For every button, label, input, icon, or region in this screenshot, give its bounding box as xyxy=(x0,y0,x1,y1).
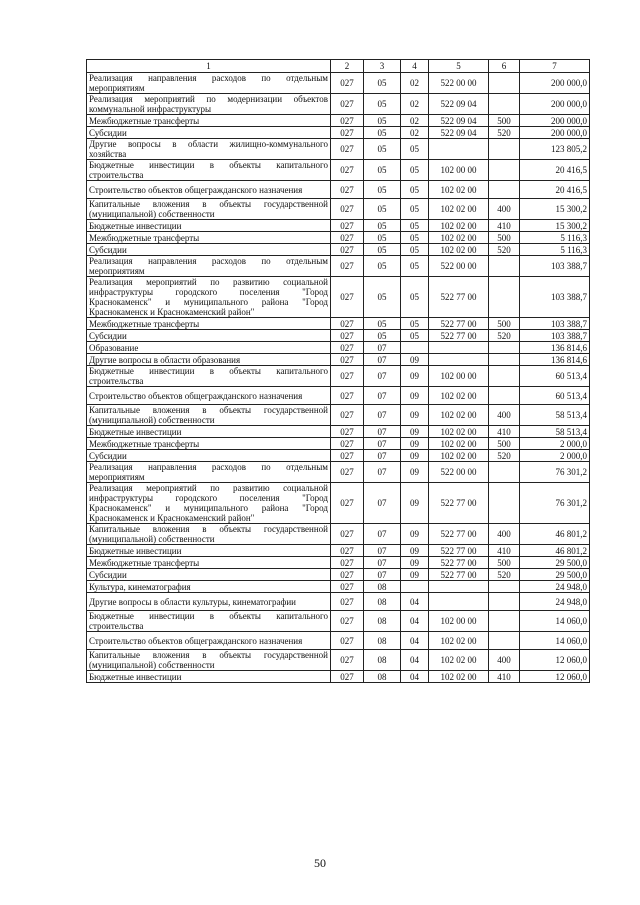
target-item-cell: 522 77 00 xyxy=(429,483,489,524)
target-item-cell: 102 02 00 xyxy=(429,199,489,220)
row-name-cell: Другие вопросы в области образования xyxy=(87,354,331,366)
admin-code-cell: 027 xyxy=(331,73,364,94)
table-row xyxy=(87,593,590,611)
expense-type-cell: 410 xyxy=(489,671,520,683)
expense-type-cell: 410 xyxy=(489,426,520,438)
amount-cell: 103 388,7 xyxy=(520,330,590,342)
admin-code-cell: 027 xyxy=(331,483,364,524)
expense-type-cell xyxy=(489,387,520,405)
admin-code-cell: 027 xyxy=(331,354,364,366)
section-cell: 05 xyxy=(364,73,401,94)
subsection-cell: 09 xyxy=(401,354,429,366)
amount-cell: 29 500,0 xyxy=(520,557,590,569)
amount-cell: 103 388,7 xyxy=(520,318,590,330)
amount-cell: 15 300,2 xyxy=(520,199,590,220)
subsection-cell: 09 xyxy=(401,545,429,557)
section-cell: 07 xyxy=(364,462,401,483)
table-body xyxy=(87,73,590,683)
section-cell: 08 xyxy=(364,650,401,671)
section-cell: 07 xyxy=(364,342,401,354)
amount-cell: 136 814,6 xyxy=(520,354,590,366)
subsection-cell: 02 xyxy=(401,73,429,94)
amount-cell: 12 060,0 xyxy=(520,671,590,683)
table-row xyxy=(87,366,590,387)
amount-cell: 2 000,0 xyxy=(520,450,590,462)
section-cell: 07 xyxy=(364,557,401,569)
subsection-cell: 09 xyxy=(401,557,429,569)
target-item-cell: 102 00 00 xyxy=(429,611,489,632)
row-name-cell: Субсидии xyxy=(87,450,331,462)
admin-code-cell: 027 xyxy=(331,545,364,557)
amount-cell: 24 948,0 xyxy=(520,581,590,593)
table-row xyxy=(87,139,590,160)
subsection-cell: 09 xyxy=(401,366,429,387)
admin-code-cell: 027 xyxy=(331,181,364,199)
target-item-cell: 522 77 00 xyxy=(429,318,489,330)
table-row xyxy=(87,438,590,450)
admin-code-cell: 027 xyxy=(331,438,364,450)
section-cell: 07 xyxy=(364,524,401,545)
section-cell: 05 xyxy=(364,232,401,244)
amount-cell: 58 513,4 xyxy=(520,426,590,438)
amount-cell: 14 060,0 xyxy=(520,632,590,650)
subsection-cell: 02 xyxy=(401,115,429,127)
target-item-cell: 102 00 00 xyxy=(429,160,489,181)
target-item-cell: 102 02 00 xyxy=(429,450,489,462)
section-cell: 07 xyxy=(364,545,401,557)
table-row xyxy=(87,462,590,483)
section-cell: 05 xyxy=(364,115,401,127)
admin-code-cell: 027 xyxy=(331,593,364,611)
row-name-cell: Реализация направления расходов по отдельным мероприятиям xyxy=(87,73,331,94)
target-item-cell: 522 00 00 xyxy=(429,462,489,483)
section-cell: 05 xyxy=(364,277,401,318)
expense-type-cell xyxy=(489,139,520,160)
target-item-cell: 102 02 00 xyxy=(429,671,489,683)
amount-cell: 123 805,2 xyxy=(520,139,590,160)
column-header-5: 5 xyxy=(429,60,489,73)
row-name-cell: Бюджетные инвестиции xyxy=(87,220,331,232)
expense-type-cell: 500 xyxy=(489,232,520,244)
amount-cell: 76 301,2 xyxy=(520,483,590,524)
row-name-cell: Межбюджетные трансферты xyxy=(87,318,331,330)
table-row xyxy=(87,557,590,569)
row-name-cell: Межбюджетные трансферты xyxy=(87,115,331,127)
row-name-cell: Культура, кинематография xyxy=(87,581,331,593)
budget-table xyxy=(86,59,590,683)
column-header-4: 4 xyxy=(401,60,429,73)
expense-type-cell: 520 xyxy=(489,127,520,139)
section-cell: 07 xyxy=(364,483,401,524)
target-item-cell: 102 00 00 xyxy=(429,366,489,387)
subsection-cell: 09 xyxy=(401,483,429,524)
expense-type-cell xyxy=(489,256,520,277)
expense-type-cell xyxy=(489,581,520,593)
table-row xyxy=(87,318,590,330)
target-item-cell: 102 02 00 xyxy=(429,232,489,244)
table-row xyxy=(87,354,590,366)
admin-code-cell: 027 xyxy=(331,611,364,632)
amount-cell: 200 000,0 xyxy=(520,94,590,115)
amount-cell: 5 116,3 xyxy=(520,232,590,244)
expense-type-cell: 410 xyxy=(489,545,520,557)
target-item-cell: 522 09 04 xyxy=(429,94,489,115)
row-name-cell: Реализация мероприятий по развитию социальной инфраструктуры городского поселения "Город Краснокаменск" и муниципального района "Город Краснокаменск и Краснокаменский район" xyxy=(87,277,331,318)
section-cell: 07 xyxy=(364,450,401,462)
expense-type-cell xyxy=(489,593,520,611)
target-item-cell: 102 02 00 xyxy=(429,220,489,232)
section-cell: 05 xyxy=(364,127,401,139)
subsection-cell: 05 xyxy=(401,139,429,160)
section-cell: 07 xyxy=(364,354,401,366)
amount-cell: 58 513,4 xyxy=(520,405,590,426)
section-cell: 05 xyxy=(364,160,401,181)
section-cell: 08 xyxy=(364,611,401,632)
row-name-cell: Бюджетные инвестиции xyxy=(87,671,331,683)
row-name-cell: Бюджетные инвестиции в объекты капитального строительства xyxy=(87,611,331,632)
section-cell: 05 xyxy=(364,139,401,160)
row-name-cell: Бюджетные инвестиции xyxy=(87,545,331,557)
target-item-cell xyxy=(429,139,489,160)
section-cell: 05 xyxy=(364,318,401,330)
table-row xyxy=(87,545,590,557)
row-name-cell: Капитальные вложения в объекты государственной (муниципальной) собственности xyxy=(87,199,331,220)
amount-cell: 14 060,0 xyxy=(520,611,590,632)
section-cell: 07 xyxy=(364,366,401,387)
subsection-cell: 04 xyxy=(401,650,429,671)
subsection-cell: 09 xyxy=(401,524,429,545)
section-cell: 07 xyxy=(364,426,401,438)
target-item-cell: 522 77 00 xyxy=(429,557,489,569)
row-name-cell: Бюджетные инвестиции xyxy=(87,426,331,438)
table-row xyxy=(87,524,590,545)
expense-type-cell xyxy=(489,73,520,94)
amount-cell: 46 801,2 xyxy=(520,524,590,545)
row-name-cell: Субсидии xyxy=(87,244,331,256)
row-name-cell: Межбюджетные трансферты xyxy=(87,232,331,244)
admin-code-cell: 027 xyxy=(331,632,364,650)
admin-code-cell: 027 xyxy=(331,462,364,483)
row-name-cell: Строительство объектов общегражданского назначения xyxy=(87,632,331,650)
target-item-cell xyxy=(429,593,489,611)
column-header-6: 6 xyxy=(489,60,520,73)
table-row xyxy=(87,581,590,593)
column-number-row xyxy=(87,60,590,73)
target-item-cell: 522 77 00 xyxy=(429,545,489,557)
target-item-cell: 102 02 00 xyxy=(429,244,489,256)
table-row xyxy=(87,632,590,650)
section-cell: 05 xyxy=(364,330,401,342)
table-row xyxy=(87,450,590,462)
section-cell: 07 xyxy=(364,387,401,405)
amount-cell: 2 000,0 xyxy=(520,438,590,450)
row-name-cell: Межбюджетные трансферты xyxy=(87,438,331,450)
admin-code-cell: 027 xyxy=(331,524,364,545)
section-cell: 05 xyxy=(364,94,401,115)
row-name-cell: Строительство объектов общегражданского назначения xyxy=(87,181,331,199)
expense-type-cell: 400 xyxy=(489,524,520,545)
expense-type-cell: 400 xyxy=(489,405,520,426)
page-number: 50 xyxy=(314,856,326,870)
table-row xyxy=(87,342,590,354)
table-row xyxy=(87,232,590,244)
admin-code-cell: 027 xyxy=(331,650,364,671)
expense-type-cell xyxy=(489,94,520,115)
subsection-cell: 09 xyxy=(401,462,429,483)
row-name-cell: Реализация мероприятий по модернизации объектов коммунальной инфраструктуры xyxy=(87,94,331,115)
row-name-cell: Субсидии xyxy=(87,569,331,581)
section-cell: 05 xyxy=(364,199,401,220)
subsection-cell: 05 xyxy=(401,277,429,318)
subsection-cell xyxy=(401,342,429,354)
target-item-cell xyxy=(429,354,489,366)
expense-type-cell xyxy=(489,462,520,483)
expense-type-cell: 520 xyxy=(489,569,520,581)
expense-type-cell: 520 xyxy=(489,330,520,342)
row-name-cell: Строительство объектов общегражданского назначения xyxy=(87,387,331,405)
row-name-cell: Межбюджетные трансферты xyxy=(87,557,331,569)
expense-type-cell xyxy=(489,277,520,318)
section-cell: 08 xyxy=(364,581,401,593)
table-row xyxy=(87,127,590,139)
amount-cell: 136 814,6 xyxy=(520,342,590,354)
admin-code-cell: 027 xyxy=(331,244,364,256)
amount-cell: 24 948,0 xyxy=(520,593,590,611)
expense-type-cell: 520 xyxy=(489,450,520,462)
row-name-cell: Бюджетные инвестиции в объекты капитального строительства xyxy=(87,366,331,387)
expense-type-cell xyxy=(489,342,520,354)
target-item-cell xyxy=(429,342,489,354)
subsection-cell: 04 xyxy=(401,632,429,650)
admin-code-cell: 027 xyxy=(331,277,364,318)
row-name-cell: Капитальные вложения в объекты государственной (муниципальной) собственности xyxy=(87,524,331,545)
section-cell: 05 xyxy=(364,244,401,256)
expense-type-cell: 400 xyxy=(489,650,520,671)
target-item-cell: 102 02 00 xyxy=(429,405,489,426)
admin-code-cell: 027 xyxy=(331,450,364,462)
table-row xyxy=(87,671,590,683)
admin-code-cell: 027 xyxy=(331,256,364,277)
expense-type-cell xyxy=(489,160,520,181)
row-name-cell: Капитальные вложения в объекты государственной (муниципальной) собственности xyxy=(87,405,331,426)
target-item-cell: 522 00 00 xyxy=(429,73,489,94)
admin-code-cell: 027 xyxy=(331,581,364,593)
table-row xyxy=(87,73,590,94)
table-row xyxy=(87,256,590,277)
admin-code-cell: 027 xyxy=(331,199,364,220)
table-row xyxy=(87,199,590,220)
table-row xyxy=(87,426,590,438)
admin-code-cell: 027 xyxy=(331,557,364,569)
admin-code-cell: 027 xyxy=(331,342,364,354)
row-name-cell: Образование xyxy=(87,342,331,354)
row-name-cell: Реализация направления расходов по отдельным мероприятиям xyxy=(87,462,331,483)
target-item-cell: 522 09 04 xyxy=(429,127,489,139)
expense-type-cell: 500 xyxy=(489,557,520,569)
subsection-cell: 05 xyxy=(401,199,429,220)
expense-type-cell xyxy=(489,632,520,650)
admin-code-cell: 027 xyxy=(331,115,364,127)
subsection-cell: 04 xyxy=(401,671,429,683)
table-row xyxy=(87,94,590,115)
target-item-cell: 102 02 00 xyxy=(429,632,489,650)
section-cell: 08 xyxy=(364,632,401,650)
table-row xyxy=(87,181,590,199)
target-item-cell: 522 77 00 xyxy=(429,277,489,318)
subsection-cell: 02 xyxy=(401,127,429,139)
expense-type-cell xyxy=(489,483,520,524)
admin-code-cell: 027 xyxy=(331,318,364,330)
section-cell: 07 xyxy=(364,405,401,426)
subsection-cell: 05 xyxy=(401,244,429,256)
table-row xyxy=(87,650,590,671)
admin-code-cell: 027 xyxy=(331,127,364,139)
admin-code-cell: 027 xyxy=(331,366,364,387)
expense-type-cell: 410 xyxy=(489,220,520,232)
table-row xyxy=(87,160,590,181)
admin-code-cell: 027 xyxy=(331,139,364,160)
table-row xyxy=(87,330,590,342)
amount-cell: 15 300,2 xyxy=(520,220,590,232)
table-row xyxy=(87,115,590,127)
admin-code-cell: 027 xyxy=(331,160,364,181)
subsection-cell: 09 xyxy=(401,438,429,450)
subsection-cell: 04 xyxy=(401,593,429,611)
subsection-cell: 05 xyxy=(401,256,429,277)
subsection-cell: 09 xyxy=(401,405,429,426)
subsection-cell: 05 xyxy=(401,220,429,232)
column-header-3: 3 xyxy=(364,60,401,73)
table-row xyxy=(87,387,590,405)
section-cell: 05 xyxy=(364,220,401,232)
amount-cell: 5 116,3 xyxy=(520,244,590,256)
section-cell: 08 xyxy=(364,671,401,683)
table-row xyxy=(87,244,590,256)
table-row xyxy=(87,277,590,318)
subsection-cell xyxy=(401,581,429,593)
amount-cell: 29 500,0 xyxy=(520,569,590,581)
table-row xyxy=(87,483,590,524)
target-item-cell: 522 77 00 xyxy=(429,524,489,545)
target-item-cell: 102 02 00 xyxy=(429,181,489,199)
target-item-cell: 102 02 00 xyxy=(429,650,489,671)
column-header-7: 7 xyxy=(520,60,590,73)
admin-code-cell: 027 xyxy=(331,220,364,232)
expense-type-cell: 400 xyxy=(489,199,520,220)
admin-code-cell: 027 xyxy=(331,330,364,342)
admin-code-cell: 027 xyxy=(331,569,364,581)
amount-cell: 60 513,4 xyxy=(520,366,590,387)
target-item-cell: 102 02 00 xyxy=(429,426,489,438)
subsection-cell: 05 xyxy=(401,330,429,342)
subsection-cell: 05 xyxy=(401,160,429,181)
amount-cell: 20 416,5 xyxy=(520,181,590,199)
section-cell: 07 xyxy=(364,569,401,581)
subsection-cell: 04 xyxy=(401,611,429,632)
section-cell: 07 xyxy=(364,438,401,450)
amount-cell: 46 801,2 xyxy=(520,545,590,557)
target-item-cell: 522 77 00 xyxy=(429,569,489,581)
subsection-cell: 09 xyxy=(401,569,429,581)
section-cell: 05 xyxy=(364,256,401,277)
subsection-cell: 09 xyxy=(401,450,429,462)
subsection-cell: 09 xyxy=(401,387,429,405)
admin-code-cell: 027 xyxy=(331,232,364,244)
row-name-cell: Субсидии xyxy=(87,330,331,342)
table-row xyxy=(87,611,590,632)
amount-cell: 60 513,4 xyxy=(520,387,590,405)
expense-type-cell xyxy=(489,181,520,199)
target-item-cell: 522 77 00 xyxy=(429,330,489,342)
expense-type-cell: 500 xyxy=(489,115,520,127)
subsection-cell: 05 xyxy=(401,232,429,244)
target-item-cell xyxy=(429,581,489,593)
section-cell: 08 xyxy=(364,593,401,611)
section-cell: 05 xyxy=(364,181,401,199)
target-item-cell: 102 02 00 xyxy=(429,438,489,450)
column-header-2: 2 xyxy=(331,60,364,73)
target-item-cell: 102 02 00 xyxy=(429,387,489,405)
subsection-cell: 02 xyxy=(401,94,429,115)
row-name-cell: Бюджетные инвестиции в объекты капитального строительства xyxy=(87,160,331,181)
table-row xyxy=(87,569,590,581)
expense-type-cell xyxy=(489,611,520,632)
admin-code-cell: 027 xyxy=(331,405,364,426)
admin-code-cell: 027 xyxy=(331,387,364,405)
row-name-cell: Другие вопросы в области жилищно-коммунального хозяйства xyxy=(87,139,331,160)
amount-cell: 20 416,5 xyxy=(520,160,590,181)
row-name-cell: Реализация мероприятий по развитию социальной инфраструктуры городского поселения "Город Краснокаменск" и муниципального района "Город Краснокаменск и Краснокаменский район" xyxy=(87,483,331,524)
expense-type-cell: 500 xyxy=(489,318,520,330)
amount-cell: 200 000,0 xyxy=(520,115,590,127)
amount-cell: 103 388,7 xyxy=(520,256,590,277)
target-item-cell: 522 09 04 xyxy=(429,115,489,127)
row-name-cell: Другие вопросы в области культуры, кинематографии xyxy=(87,593,331,611)
subsection-cell: 05 xyxy=(401,181,429,199)
admin-code-cell: 027 xyxy=(331,94,364,115)
table-row xyxy=(87,220,590,232)
expense-type-cell xyxy=(489,354,520,366)
subsection-cell: 05 xyxy=(401,318,429,330)
amount-cell: 12 060,0 xyxy=(520,650,590,671)
column-header-1: 1 xyxy=(87,60,331,73)
target-item-cell: 522 00 00 xyxy=(429,256,489,277)
row-name-cell: Реализация направления расходов по отдельным мероприятиям xyxy=(87,256,331,277)
expense-type-cell xyxy=(489,366,520,387)
expense-type-cell: 520 xyxy=(489,244,520,256)
admin-code-cell: 027 xyxy=(331,671,364,683)
row-name-cell: Капитальные вложения в объекты государственной (муниципальной) собственности xyxy=(87,650,331,671)
amount-cell: 200 000,0 xyxy=(520,127,590,139)
row-name-cell: Субсидии xyxy=(87,127,331,139)
amount-cell: 200 000,0 xyxy=(520,73,590,94)
table-row xyxy=(87,405,590,426)
amount-cell: 76 301,2 xyxy=(520,462,590,483)
amount-cell: 103 388,7 xyxy=(520,277,590,318)
subsection-cell: 09 xyxy=(401,426,429,438)
admin-code-cell: 027 xyxy=(331,426,364,438)
expense-type-cell: 500 xyxy=(489,438,520,450)
